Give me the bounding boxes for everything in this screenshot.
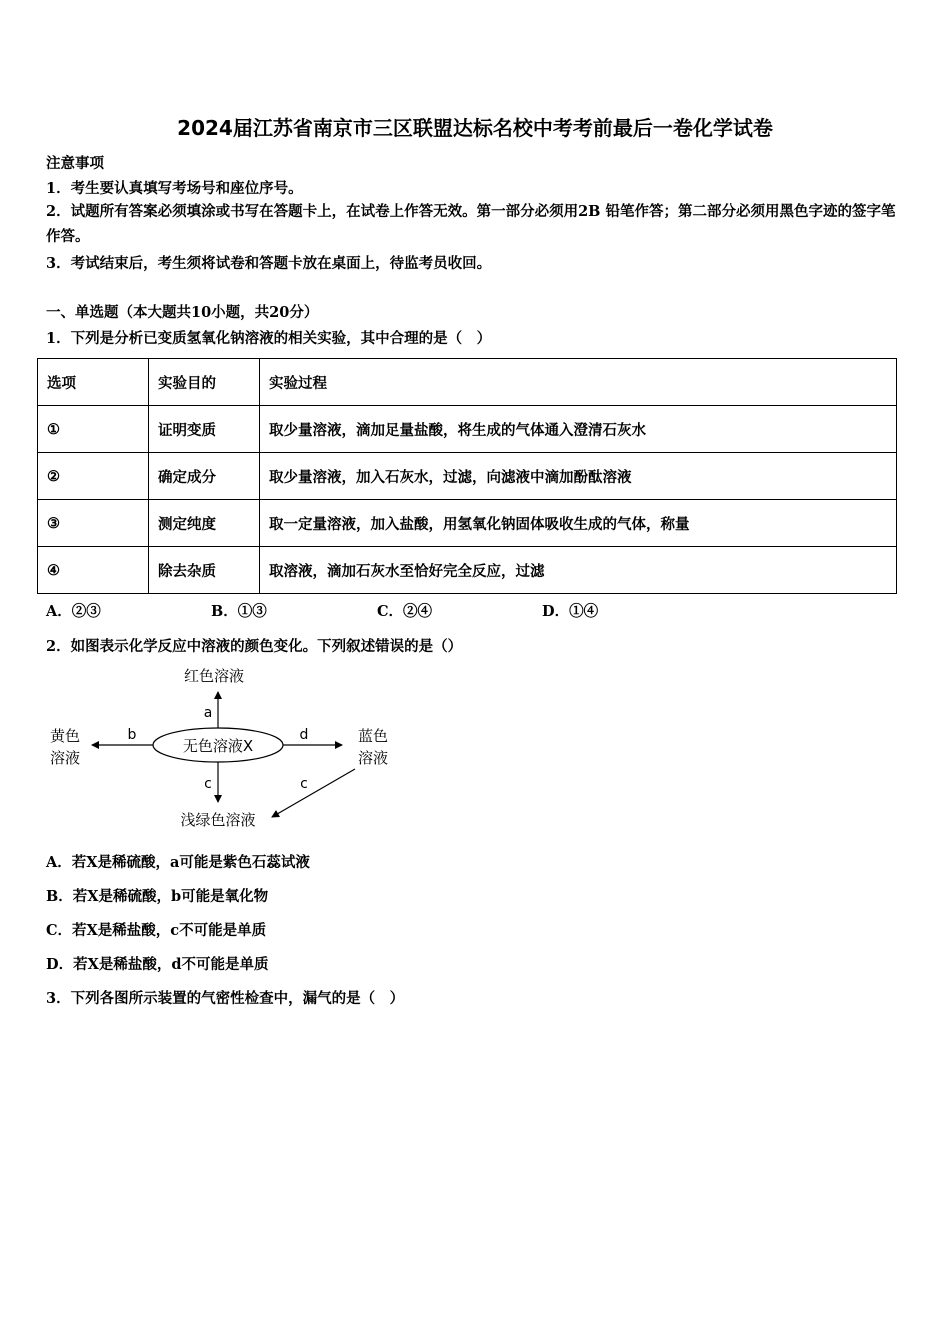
question-1-stem: 1．下列是分析已变质氢氧化钠溶液的相关实验，其中合理的是（ ） xyxy=(46,330,492,347)
arrow-diagonal xyxy=(272,769,355,817)
left-node-label-line2: 溶液 xyxy=(49,749,81,767)
question-2-option-b[interactable]: B．若X是稀硫酸，b可能是氧化物 xyxy=(46,888,269,905)
table-cell: 取溶液，滴加石灰水至恰好完全反应，过滤 xyxy=(260,547,897,594)
bottom-node-label: 浅绿色溶液 xyxy=(180,811,256,829)
right-node-label-line2: 溶液 xyxy=(357,749,389,767)
question-1-option-b[interactable]: B．①③ xyxy=(211,603,267,620)
page-title: 2024届江苏省南京市三区联盟达标名校中考考前最后一卷化学试卷 xyxy=(177,116,773,140)
table-row xyxy=(38,453,897,500)
center-label: 无色溶液X xyxy=(182,737,254,755)
table-header-cell: 实验过程 xyxy=(260,359,897,406)
table-cell: 证明变质 xyxy=(149,406,260,453)
arrow-label-c-down: c xyxy=(204,776,212,792)
table-cell: 确定成分 xyxy=(149,453,260,500)
table-cell: ③ xyxy=(38,500,149,547)
top-node-label: 红色溶液 xyxy=(183,667,245,685)
table-header-cell: 选项 xyxy=(38,359,149,406)
table-header-row xyxy=(38,359,897,406)
table-cell: 测定纯度 xyxy=(149,500,260,547)
right-node-label-line1: 蓝色 xyxy=(357,727,389,745)
arrow-label-c-diagonal: c xyxy=(300,776,308,792)
question-1-option-c[interactable]: C．②④ xyxy=(377,603,433,620)
notice-heading: 注意事项 xyxy=(46,155,104,172)
table-header-cell: 实验目的 xyxy=(149,359,260,406)
notice-item-3: 3．考试结束后，考生须将试卷和答题卡放在桌面上，待监考员收回。 xyxy=(46,255,492,272)
arrow-label-a: a xyxy=(203,705,213,721)
table-cell: 除去杂质 xyxy=(149,547,260,594)
arrow-label-d: d xyxy=(299,727,309,743)
arrow-label-b: b xyxy=(127,727,137,743)
question-3-stem: 3．下列各图所示装置的气密性检查中，漏气的是（ ） xyxy=(46,990,405,1007)
question-1-option-d[interactable]: D．①④ xyxy=(542,603,599,620)
notice-item-1: 1．考生要认真填写考场号和座位序号。 xyxy=(46,180,303,197)
table-cell: 取一定量溶液，加入盐酸，用氢氧化钠固体吸收生成的气体，称量 xyxy=(260,500,897,547)
question-1-table xyxy=(37,358,897,594)
color-change-diagram xyxy=(0,655,420,835)
notice-item-2: 2．试题所有答案必须填涂或书写在答题卡上，在试卷上作答无效。第一部分必须用2B 铅笔作答；第二部分必须用黑色字迹的签字笔作答。 xyxy=(46,203,896,245)
question-2-stem: 2．如图表示化学反应中溶液的颜色变化。下列叙述错误的是（） xyxy=(46,638,463,655)
left-node-label-line1: 黄色 xyxy=(49,727,81,745)
table-cell: 取少量溶液，滴加足量盐酸，将生成的气体通入澄清石灰水 xyxy=(260,406,897,453)
table-cell: ④ xyxy=(38,547,149,594)
table-cell: ② xyxy=(38,453,149,500)
question-1-option-a[interactable]: A．②③ xyxy=(46,603,101,620)
question-2-option-c[interactable]: C．若X是稀盐酸，c不可能是单质 xyxy=(46,922,267,939)
table-cell: ① xyxy=(38,406,149,453)
table-row xyxy=(38,500,897,547)
table-row xyxy=(38,406,897,453)
table-row xyxy=(38,547,897,594)
question-2-option-d[interactable]: D．若X是稀盐酸，d不可能是单质 xyxy=(46,956,269,973)
question-2-option-a[interactable]: A．若X是稀硫酸，a可能是紫色石蕊试液 xyxy=(46,854,310,871)
table-cell: 取少量溶液，加入石灰水，过滤，向滤液中滴加酚酞溶液 xyxy=(260,453,897,500)
section-heading: 一、单选题（本大题共10小题，共20分） xyxy=(46,304,319,321)
